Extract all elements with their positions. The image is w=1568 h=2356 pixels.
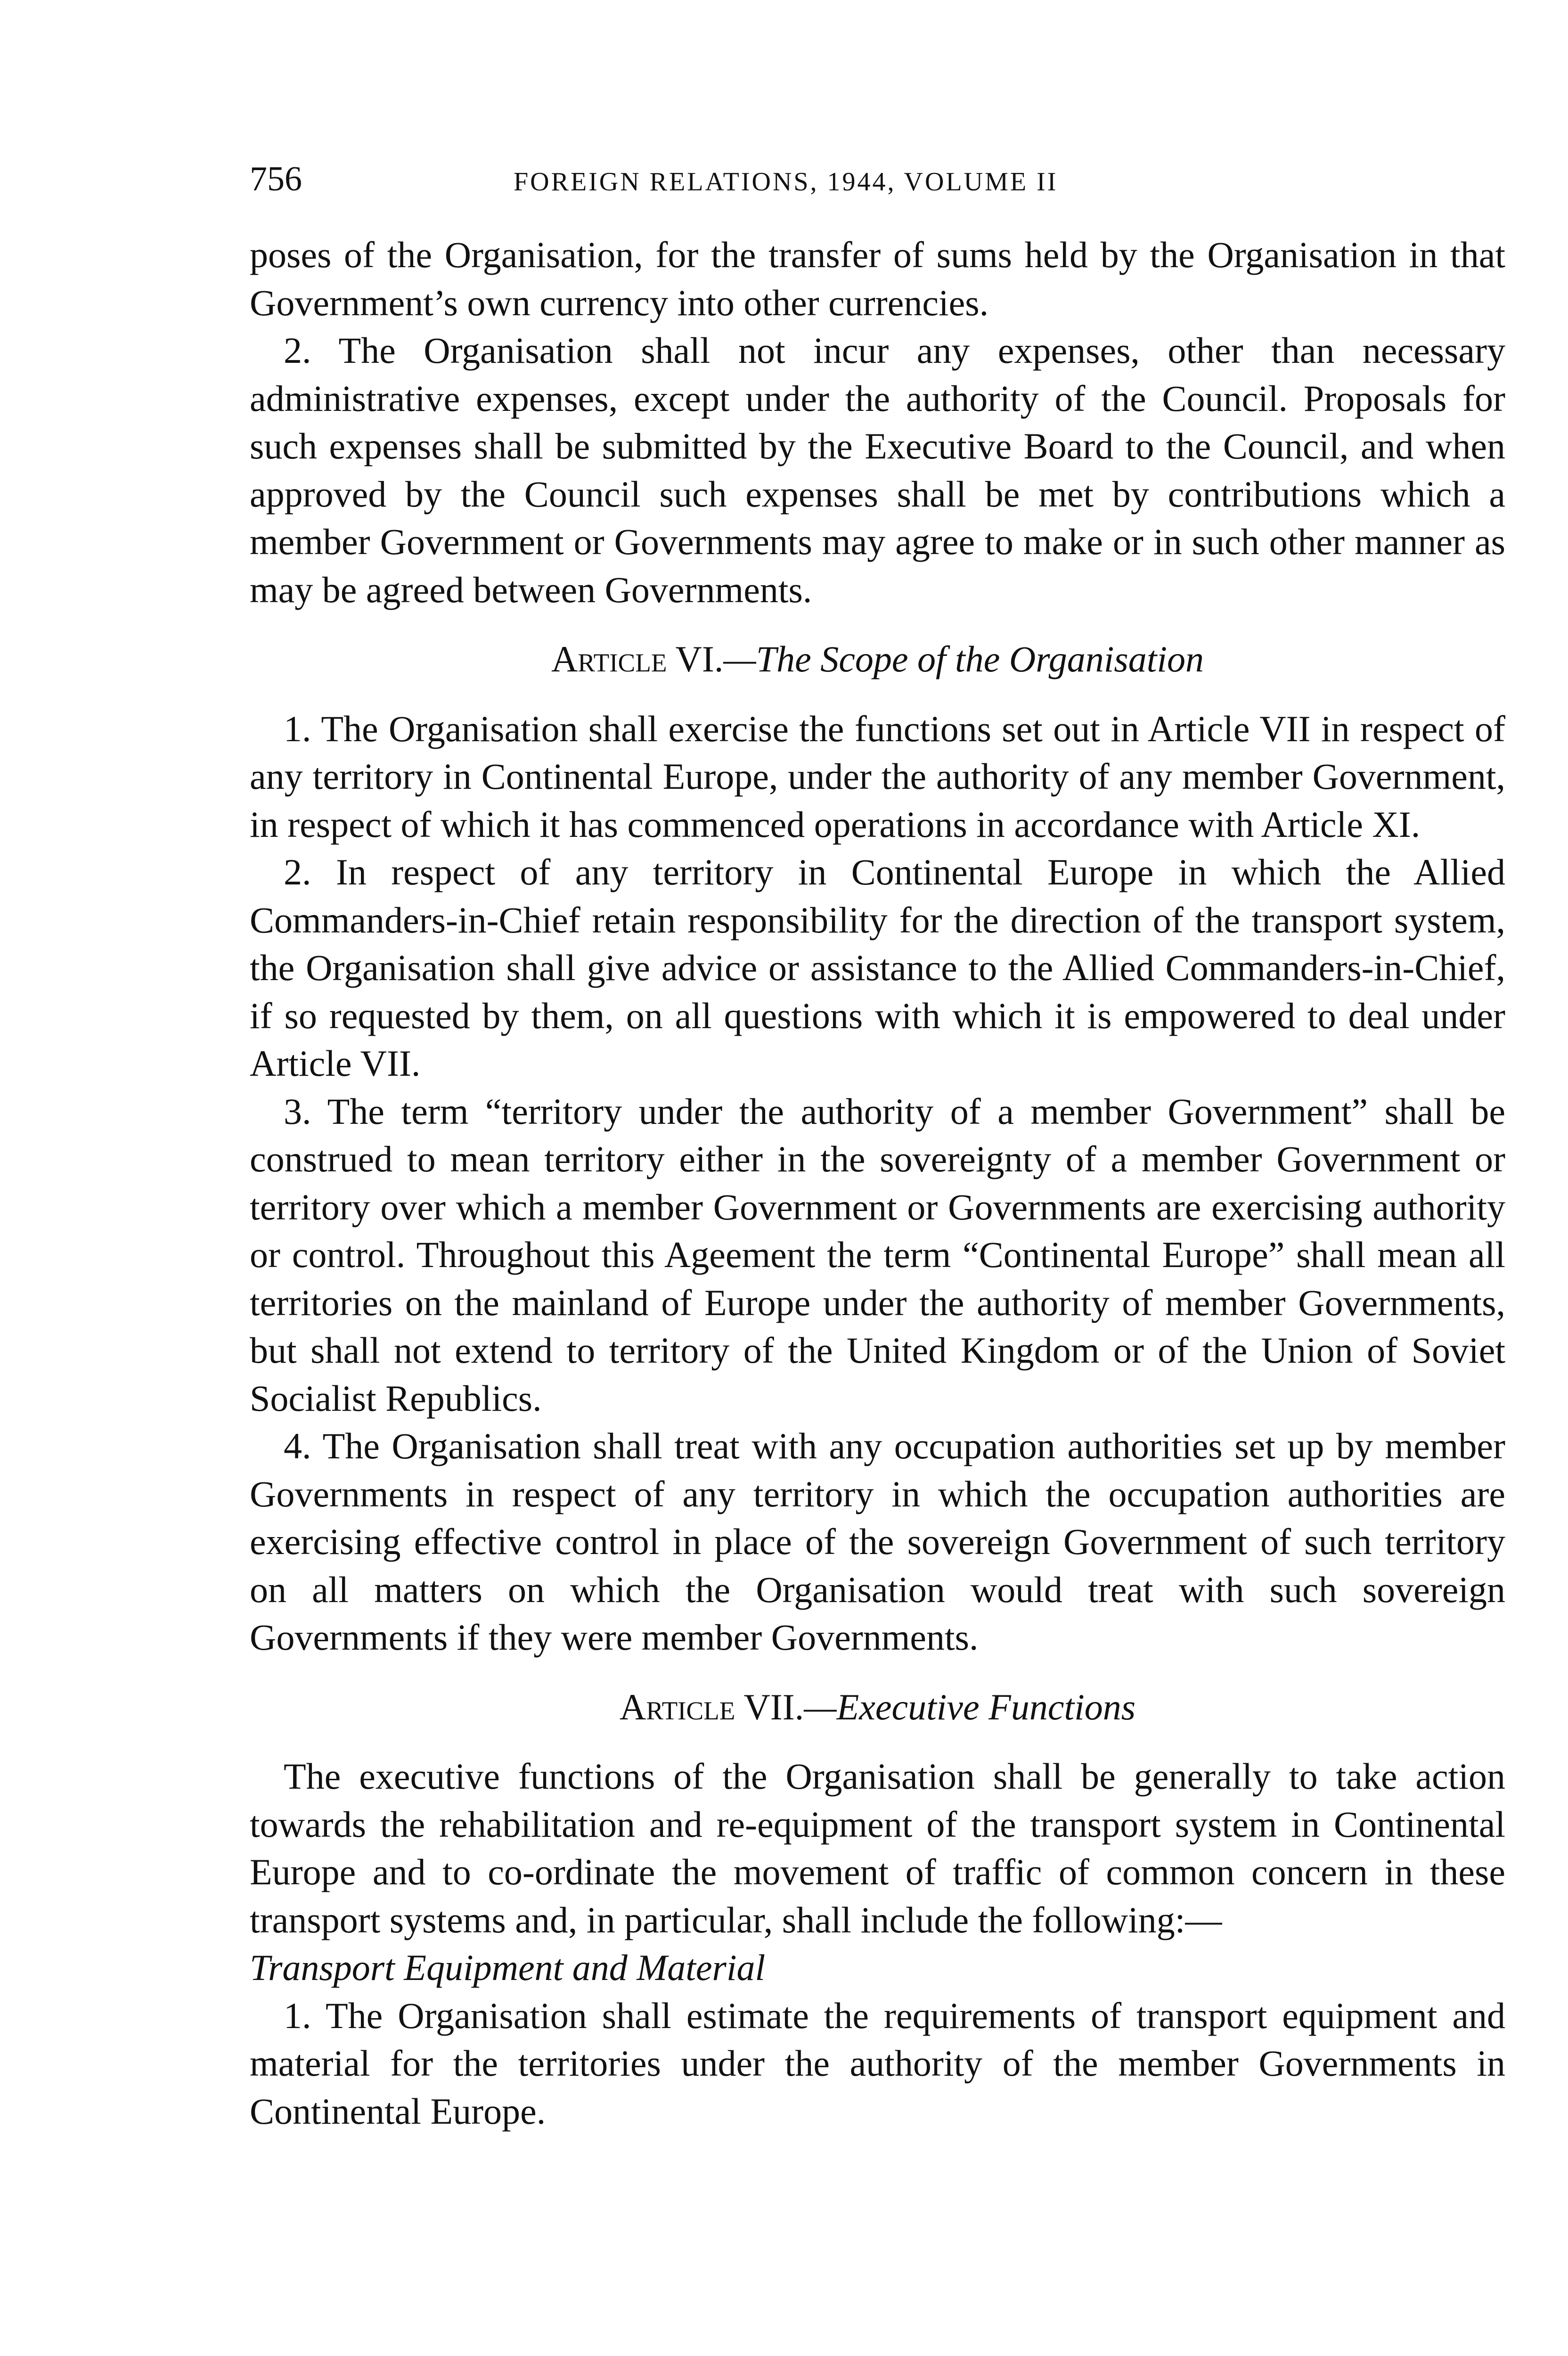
transport-equipment-subheading: Transport Equipment and Material — [250, 1947, 766, 1988]
article-6-item-1: 1. The Organisation shall exercise the functions set out in Article VII in respect of any territory in Continental Europe, under the authority of any member Government, in respect of which it has commenced operations in accordance with Article XI. — [250, 708, 1505, 845]
article-6-item-2: 2. In respect of any territory in Continental Europe in which the Allied Commanders-in-Chief retain responsibility for the direction of the transport system, the Organisation shall give advice or assistance to the Allied Commanders-in-Chief, if so requested by them, on all questions with which it is empowered to deal under Article VII. — [250, 851, 1505, 1084]
document-page — [250, 155, 1505, 2135]
article-6-title: —The Scope of the Organisation — [723, 638, 1204, 679]
article-6-heading — [250, 635, 1505, 683]
article-6-item-3: 3. The term “territory under the authority of a member Government” shall be construed to mean territory either in the sovereignty of a member Government or territory over which a member Government or Governments are exercising authority or control. Throughout this Ageement the term “Continental Europe” shall mean all territories on the mainland of Europe under the authority of member Governments, but shall not extend to territory of the United Kingdom or of the Union of Soviet Socialist Republics. — [250, 1090, 1505, 1419]
running-title: FOREIGN RELATIONS, 1944, VOLUME II — [514, 167, 1058, 196]
article-7-title: —Executive Functions — [804, 1686, 1136, 1727]
article-6-label: Article VI. — [551, 638, 724, 679]
running-head — [250, 155, 1505, 203]
article-6-item-4: 4. The Organisation shall treat with any occupation authorities set up by member Governments in respect of any territory in which the occupation authorities are exercising effective control in place of the sovereign Government of such territory on all matters on which the Organisation would treat with such sovereign Governments if they were member Governments. — [250, 1425, 1505, 1658]
article-7-item-1: 1. The Organisation shall estimate the requirements of transport equipment and material for the territories under the authority of the member Governments in Continental Europe. — [250, 1995, 1505, 2132]
article-7-label: Article VII. — [619, 1686, 804, 1727]
article-7-heading — [250, 1683, 1505, 1731]
article-7-intro: The executive functions of the Organisation shall be generally to take action towards the rehabilitation and re-equipment of the transport system in Continental Europe and to co-ordinate the movement of traffic of common concern in these transport systems and, in particular, shall include the following:— — [250, 1756, 1505, 1940]
paragraph-expenses: 2. The Organisation shall not incur any expenses, other than necessary administrative expenses, except under the authority of the Council. Proposals for such expenses shall be submitted by the Executive Board to the Council, and when approved by the Council such expenses shall be met by contributions which a member Government or Governments may agree to make or in such other manner as may be agreed between Governments. — [250, 330, 1505, 610]
page-number: 756 — [250, 160, 302, 198]
paragraph-continuation: poses of the Organisation, for the transfer of sums held by the Organisation in that Government’s own currency into other currencies. — [250, 234, 1505, 323]
